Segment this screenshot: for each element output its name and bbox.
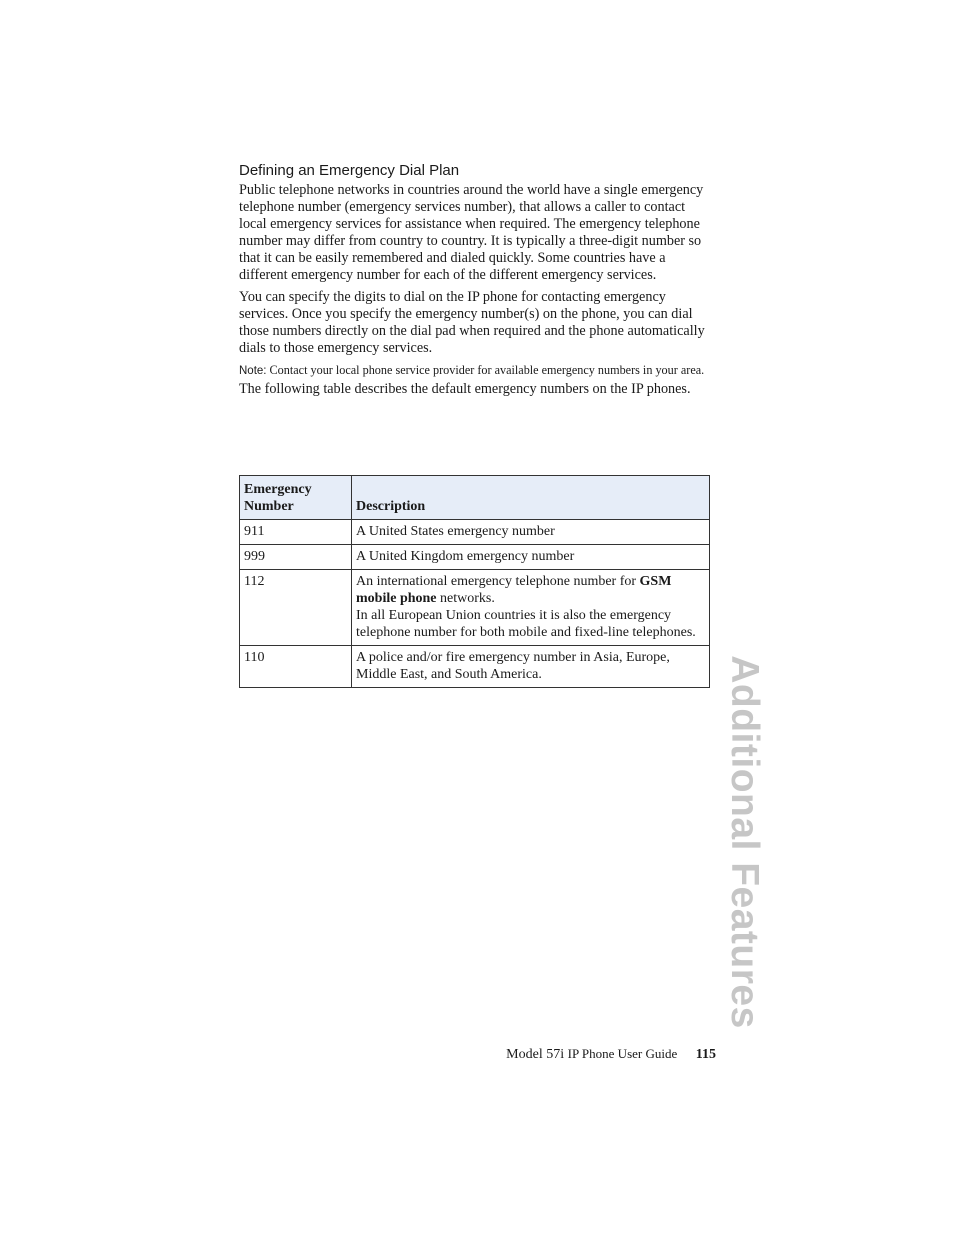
description-cell: A police and/or fire emergency number in Asia, Europe, Middle East, and South America. [352,646,710,688]
description-cell: A United Kingdom emergency number [352,545,710,570]
description-cell: A United States emergency number [352,520,710,545]
description-cell: An international emergency telephone number for GSM mobile phone networks. In all European Union countries it is also the emergency telephone number for both mobile and fixed-line telephones. [352,570,710,646]
footer-model: Model 57i [506,1047,565,1062]
note-label: Note: [239,365,267,377]
emergency-number-cell: 112 [240,570,352,646]
note-text: Contact your local phone service provider for available emergency numbers in your area. [269,363,705,377]
emergency-number-cell: 110 [240,646,352,688]
table-intro-paragraph: The following table describes the default emergency numbers on the IP phones. [239,381,691,397]
gsm-term: GSM mobile phone [356,574,672,606]
page-footer [506,1046,716,1063]
table-row [240,545,710,570]
header-description: Description [352,476,710,520]
note [239,362,715,379]
table-row [240,646,710,688]
header-emergency-number: Emergency Number [240,476,352,520]
emergency-number-cell: 999 [240,545,352,570]
section-title: Defining an Emergency Dial Plan [239,162,460,179]
chapter-side-tab-label: Additional Features [723,655,766,1029]
emergency-numbers-table [239,475,710,688]
intro-paragraph: Public telephone networks in countries around the world have a single emergency telephone number (emergency services number), that allows a caller to contact local emergency services for assistance when required. The emergency telephone number may differ from country to country. It is typically a three-digit number so that it can be easily remembered and dialed quickly. Some countries have a different emergency number for each of the different emergency services. [239,182,704,283]
table-header-row [240,476,710,520]
instructions-paragraph: You can specify the digits to dial on the IP phone for contacting emergency services. Once you specify the emergency number(s) on the phone, you can dial those numbers directly on the dial pad when required and the phone automatically dials to those emergency services. [239,289,705,356]
page-number: 115 [695,1047,716,1062]
chapter-side-tab [712,655,776,1029]
table-row [240,570,710,646]
emergency-number-cell: 911 [240,520,352,545]
table-row [240,520,710,545]
main-content [239,162,715,403]
footer-guide-title: IP Phone User Guide [567,1046,678,1061]
